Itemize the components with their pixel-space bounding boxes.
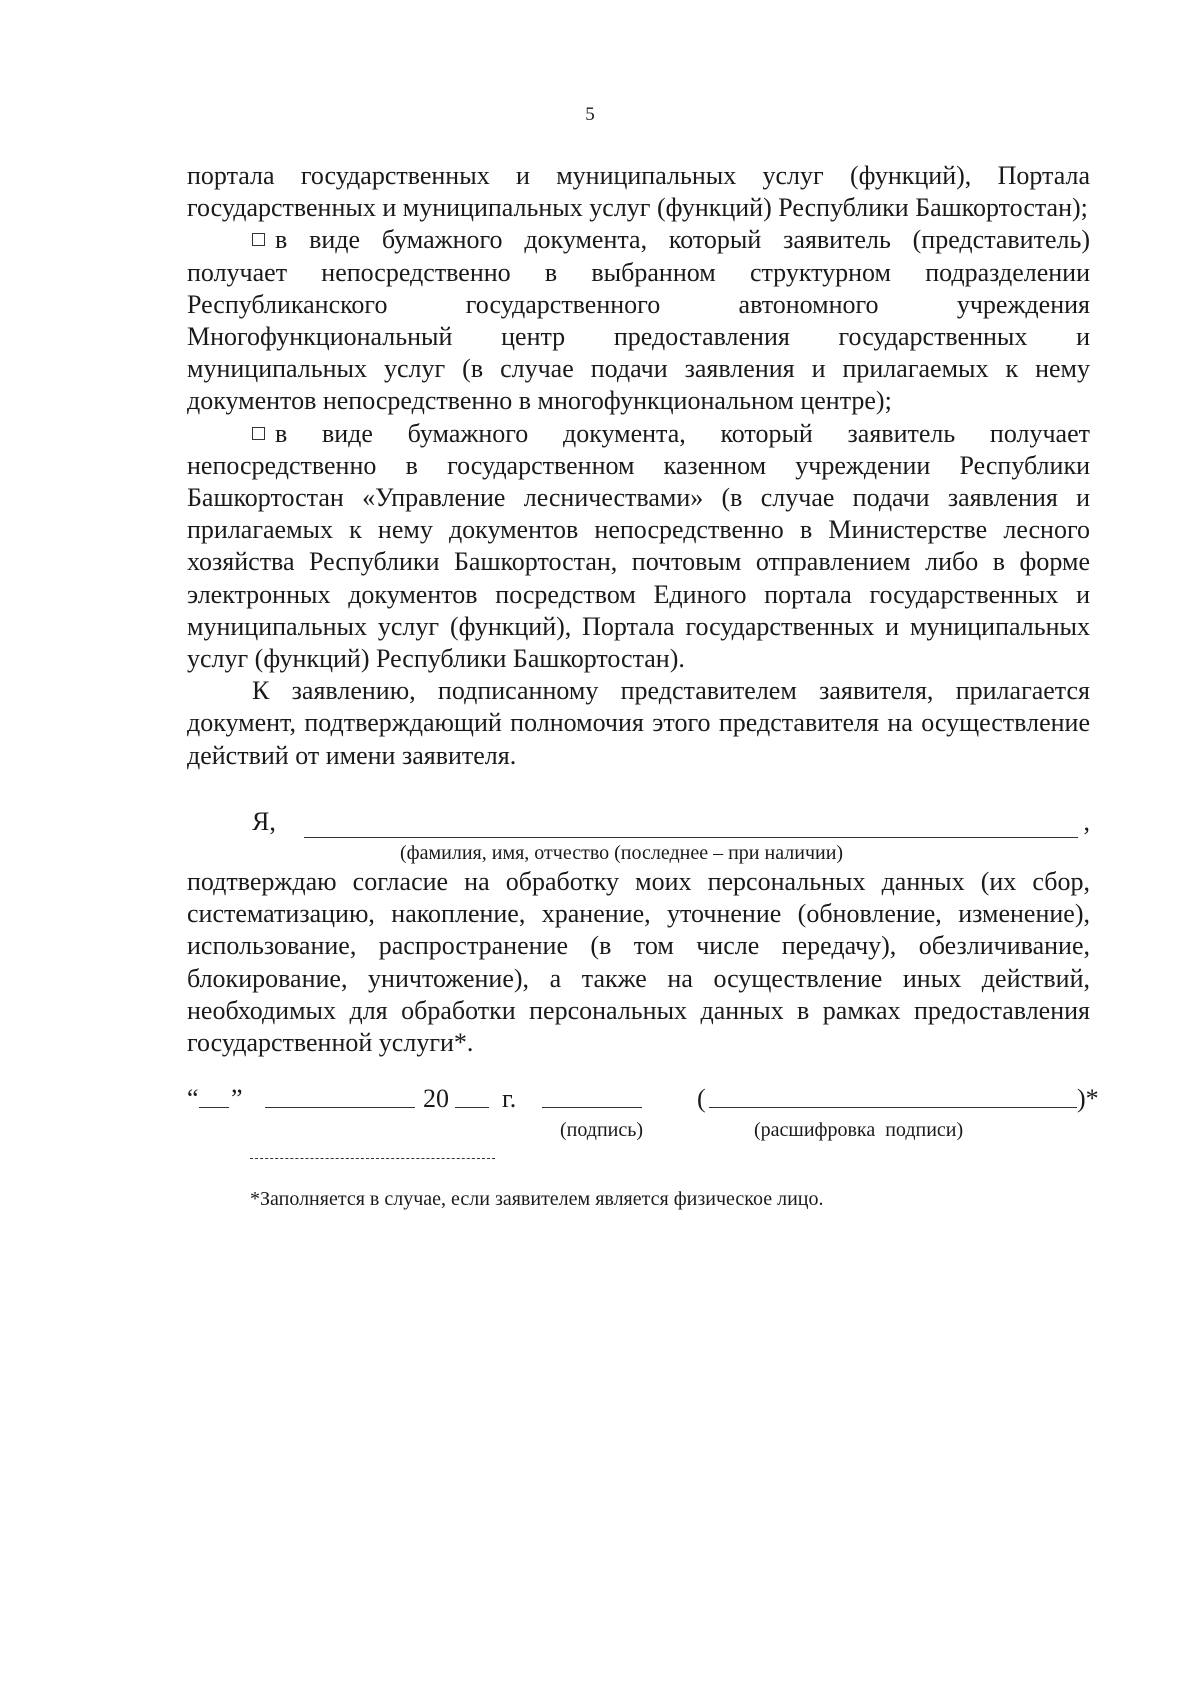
signature-row (187, 1080, 1097, 1114)
paragraph-representative (187, 675, 1090, 772)
checkbox-icon[interactable] (252, 427, 265, 440)
paragraph-portal-continuation (187, 160, 1090, 224)
consent-prefix: Я, (252, 807, 276, 836)
page-number: 5 (585, 104, 595, 125)
body-text (187, 160, 1090, 772)
close-paren: )* (1077, 1084, 1099, 1113)
footnote: *Заполняется в случае, если заявителем является физическое лицо. (250, 1188, 824, 1210)
paragraph-text: в виде бумажного документа, который заявитель получает непосредственно в государственном казенном учреждении Республики Башкортостан «Управление лесничествами» (в случае подачи заявления и прилагаемых к нему документов непосредственно в Министерстве лесного хозяйства Республики Башкортостан, почтовым отправлением либо в форме электронных документов посредством Единого портала государственных и муниципальных услуг (функций), Портала государственных и муниципальных услуг (функций) Республики Башкортостан). (187, 418, 1090, 674)
day-field[interactable] (199, 1107, 229, 1108)
option-forestry-paper (187, 418, 1090, 676)
month-field[interactable] (265, 1107, 415, 1108)
open-quote: “ (187, 1084, 199, 1113)
checkbox-icon[interactable] (252, 233, 265, 246)
close-quote: ” (231, 1084, 243, 1113)
signature-caption: (подпись) (560, 1119, 644, 1141)
full-name-field[interactable] (304, 813, 1078, 838)
year-suffix: г. (502, 1084, 517, 1113)
option-mfc-paper (187, 224, 1090, 417)
paragraph-text: в виде бумажного документа, который заявитель (представитель) получает непосредственно в выбранном структурном подразделении Республиканского государственного автономного учреждения Многофункциональный центр предоставления государственных и муниципальных услуг (в случае подачи заявления и прилагаемых к нему документов непосредственно в многофункциональном центре); (187, 225, 1090, 416)
year-field[interactable] (455, 1107, 489, 1108)
consent-suffix: , (1083, 807, 1090, 836)
full-name-caption: (фамилия, имя, отчество (последнее – при наличии) (400, 842, 844, 864)
open-paren: ( (697, 1084, 706, 1113)
footnote-separator (250, 1158, 495, 1159)
consent-text: подтверждаю согласие на обработку моих персональных данных (их сбор, систематизацию, накопление, хранение, уточнение (обновление, изменение), использование, распространение (в том числе передачу), обезличивание, блокирование, уничтожение), а также на осуществление иных действий, необходимых для обработки персональных данных в рамках предоставления государственной услуги*. (187, 867, 1090, 1058)
consent-name-row (252, 806, 1090, 838)
signature-decoding-field[interactable] (709, 1107, 1077, 1108)
signature-field[interactable] (542, 1107, 642, 1108)
year-prefix: 20 (423, 1084, 449, 1113)
paragraph-text: К заявлению, подписанному представителем заявителя, прилагается документ, подтверждающий полномочия этого представителя на осуществление действий от имени заявителя. (187, 676, 1090, 770)
paragraph-text: портала государственных и муниципальных услуг (функций), Портала государственных и муниципальных услуг (функций) Республики Башкортостан); (187, 161, 1090, 223)
decoding-caption: (расшифровка подписи) (754, 1119, 964, 1141)
